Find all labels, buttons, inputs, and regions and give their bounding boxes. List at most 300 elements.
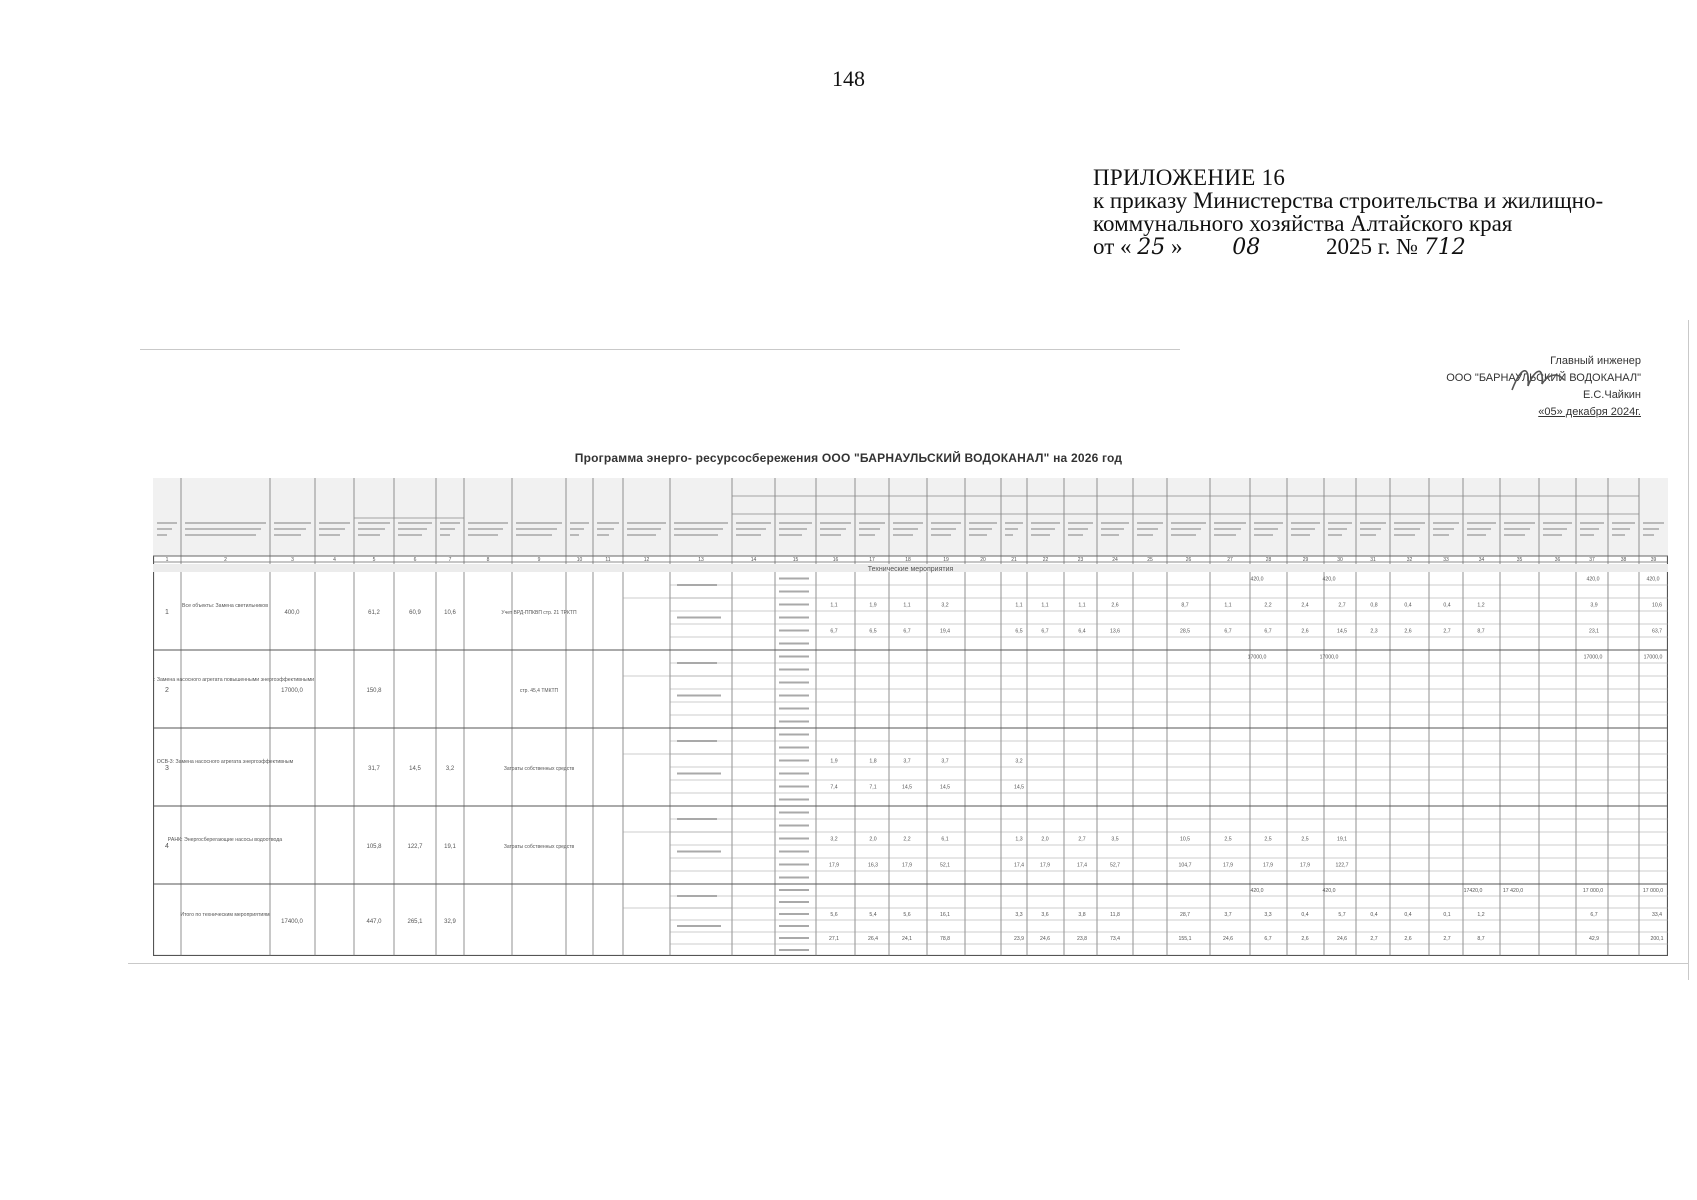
row-econ-value: 265,1 [407, 919, 423, 925]
header-text-blur [820, 528, 846, 530]
row-source: Затраты собственных средств [503, 766, 575, 772]
subrow-label-blur [779, 643, 809, 645]
table-cell-value: 17 420,0 [1502, 888, 1524, 894]
table-cell-value: 6,5 [1015, 628, 1023, 635]
appendix-header [1093, 166, 1603, 259]
subrow-label-blur [779, 604, 809, 606]
subrow-label-blur [779, 734, 809, 736]
table-cell-value: 3,9 [1590, 602, 1598, 609]
table-cell-value: 23,9 [1013, 936, 1025, 942]
table-cell-value: 1,1 [1015, 602, 1023, 609]
header-text-blur [398, 528, 427, 530]
row-source: Учет ВРД-ППКВП стр. 21 ТРКТП [501, 610, 577, 616]
table-cell-value: 78,8 [939, 936, 951, 942]
column-number: 30 [1337, 557, 1343, 563]
header-text-blur [1171, 522, 1206, 524]
header-text-blur [1543, 522, 1572, 524]
table-cell-value: 3,8 [1078, 912, 1086, 918]
column-number: 28 [1265, 557, 1272, 563]
table-cell-value: 6,7 [1041, 628, 1049, 635]
table-cell-value: 3,2 [830, 836, 838, 843]
header-text-blur [859, 522, 885, 524]
table-cell-value: 17,4 [1013, 862, 1025, 869]
header-text-blur [1360, 534, 1376, 536]
table-cell-value: 3,2 [941, 602, 949, 609]
column-number: 25 [1147, 557, 1153, 563]
table-cell-value: 6,7 [1590, 912, 1598, 918]
appendix-line-2: коммунального хозяйства Алтайского края [1093, 211, 1513, 236]
column-number: 3 [291, 557, 294, 563]
header-text-blur [440, 528, 455, 530]
table-cell-value: 17,9 [1039, 862, 1051, 869]
table-cell-value: 2,7 [1338, 602, 1346, 609]
header-text-blur [1137, 528, 1158, 530]
table-cell-value: 24,6 [1222, 936, 1234, 942]
table-cell-value: 7,1 [869, 784, 877, 791]
header-text-blur [1328, 534, 1342, 536]
table-cell-value: 42,9 [1588, 936, 1600, 942]
subrow-label-blur [779, 825, 809, 827]
header-text-blur [1643, 534, 1654, 536]
header-text-blur [516, 522, 562, 524]
page-number: 148 [832, 66, 865, 91]
header-text-blur [468, 534, 498, 536]
table-cell-value: 17,9 [1299, 862, 1311, 869]
header-text-blur [1580, 528, 1599, 530]
table-cell-value: 0,4 [1404, 912, 1412, 918]
table-cell-value: 19,4 [939, 628, 951, 635]
column-number: 15 [792, 557, 799, 563]
table-cell-value: 1,9 [869, 602, 877, 609]
subrow-label-blur [779, 786, 809, 788]
header-text-blur [1214, 522, 1246, 524]
header-text-blur [1543, 528, 1567, 530]
table-cell-value: 2,2 [903, 836, 911, 843]
subrow-label-blur [779, 838, 809, 840]
header-text-blur [1137, 522, 1163, 524]
document-title: Программа энерго- ресурсосбережения ООО "БАРНАУЛЬСКИЙ ВОДОКАНАЛ" на 2026 год [574, 451, 1123, 465]
header-text-blur [1005, 534, 1013, 536]
table-cell-value: 2,7 [1443, 936, 1451, 942]
subrow-label-blur [779, 877, 809, 879]
table-cell-value: 6,7 [1264, 936, 1272, 942]
row-number: 3 [165, 765, 169, 772]
table-cell-value: 26,4 [867, 936, 879, 942]
table-cell-value: 104,7 [1178, 862, 1192, 869]
table-cell-value: 52,7 [1109, 862, 1121, 869]
header-text-blur [1171, 534, 1196, 536]
header-text-blur [157, 528, 172, 530]
header-text-blur [1360, 522, 1386, 524]
table-cell-value: 155,1 [1178, 936, 1192, 942]
header-text-blur [627, 534, 656, 536]
table-cell-value: 3,6 [1041, 912, 1049, 918]
table-cell-value: 2,0 [1041, 836, 1049, 843]
table-cell-value: 17 000,0 [1642, 888, 1664, 894]
column-number: 14 [750, 557, 757, 563]
subrow-label-blur [779, 760, 809, 762]
table-cell-value: 6,7 [830, 628, 838, 635]
header-text-blur [1543, 534, 1562, 536]
table-cell-value: 3,3 [1015, 912, 1023, 918]
date-day: 25 [1137, 235, 1166, 260]
row-number: 2 [165, 687, 169, 694]
table-cell-value: 6,7 [1264, 628, 1272, 635]
row-econ-value: 61,2 [368, 610, 380, 616]
column-number: 13 [698, 557, 704, 563]
program-table [153, 478, 1668, 956]
header-text-blur [674, 534, 718, 536]
table-cell-value: 5,7 [1338, 912, 1346, 918]
header-text-blur [570, 522, 589, 524]
header-text-blur [516, 528, 557, 530]
table-cell-value: 8,7 [1477, 628, 1485, 635]
header-text-blur [597, 534, 609, 536]
subrow-label-blur [779, 630, 809, 632]
header-text-blur [185, 522, 266, 524]
approval-date: «05» декабря 2024г. [1538, 406, 1641, 418]
subrow-label-blur [779, 747, 809, 749]
table-cell-value: 17420,0 [1463, 888, 1483, 894]
table-cell-value: 6,4 [1078, 628, 1086, 635]
header-text-blur [1328, 528, 1347, 530]
column-number: 27 [1227, 557, 1233, 563]
column-number: 1 [165, 557, 169, 563]
row-name: Все объекты: Замена светильников [182, 603, 268, 609]
header-text-blur [570, 534, 579, 536]
header-text-blur [1394, 534, 1415, 536]
column-number: 38 [1620, 557, 1627, 563]
table-cell-value: 1,1 [1078, 602, 1086, 609]
subrow-label-blur [779, 937, 809, 939]
table-cell-value: 420,0 [1250, 576, 1264, 583]
group-label-blur [677, 851, 721, 853]
header-text-blur [736, 528, 766, 530]
header-text-blur [1291, 534, 1310, 536]
column-number: 36 [1554, 557, 1561, 563]
header-text-blur [358, 522, 390, 524]
table-cell-value: 1,9 [830, 758, 838, 765]
row-econ-value: 14,5 [409, 766, 421, 772]
row-name: КНС-10: Замена насосного агрегата повышенными энергоэффективными [153, 677, 315, 683]
table-cell-value: 28,7 [1179, 912, 1191, 918]
header-text-blur [358, 528, 385, 530]
group-label-blur [677, 925, 721, 927]
column-number: 19 [943, 557, 949, 563]
header-text-blur [157, 534, 167, 536]
table-cell-value: 33,4 [1651, 912, 1663, 918]
header-text-blur [1467, 528, 1491, 530]
signature-image [1508, 360, 1568, 396]
header-text-blur [468, 528, 503, 530]
group-label-blur [677, 740, 717, 742]
header-text-blur [1504, 534, 1525, 536]
row-name: ОСВ-3: Замена насосного агрегата энергоэффективным [156, 759, 294, 765]
table-cell-value: 17,4 [1076, 862, 1088, 869]
table-cell-value: 17000,0 [1319, 654, 1339, 661]
table-cell-value: 52,1 [939, 862, 951, 869]
table-cell-value: 5,6 [903, 912, 911, 918]
subrow-label-blur [779, 721, 809, 723]
table-cell-value: 2,6 [1111, 602, 1119, 609]
header-text-blur [736, 534, 761, 536]
scan-artifact-line [1688, 320, 1689, 980]
subrow-label-blur [779, 851, 809, 853]
table-cell-value: 420,0 [1586, 576, 1600, 583]
row-econ-value: 3,2 [445, 766, 455, 772]
subrow-label-blur [779, 617, 809, 619]
header-text-blur [1433, 522, 1459, 524]
header-text-blur [274, 522, 311, 524]
column-number: 7 [448, 557, 452, 563]
table-cell-value: 0,4 [1301, 912, 1309, 918]
header-text-blur [893, 522, 923, 524]
table-cell-value: 16,3 [867, 862, 879, 869]
header-text-blur [1005, 528, 1018, 530]
header-text-blur [1612, 534, 1625, 536]
table-cell-value: 200,1 [1650, 936, 1664, 942]
header-text-blur [1291, 522, 1320, 524]
table-cell-value: 13,6 [1109, 628, 1121, 635]
order-number: 712 [1423, 235, 1466, 260]
row-cost: 17000,0 [281, 688, 303, 694]
table-cell-value: 2,6 [1301, 936, 1309, 942]
header-text-blur [1137, 534, 1153, 536]
table-cell-value: 1,1 [1224, 602, 1232, 609]
table-cell-value: 14,5 [1336, 628, 1348, 635]
header-text-blur [1504, 528, 1530, 530]
table-cell-value: 0,8 [1370, 602, 1378, 609]
table-cell-value: 24,1 [901, 936, 913, 942]
table-cell-value: 420,0 [1646, 576, 1660, 583]
header-text-blur [1504, 522, 1535, 524]
row-econ-value: 32,9 [444, 919, 456, 925]
header-text-blur [1643, 522, 1664, 524]
approval-company: ООО "БАРНАУЛЬСКИЙ ВОДОКАНАЛ" [1446, 372, 1641, 384]
header-text-blur [1005, 522, 1023, 524]
row-econ-value: 31,7 [368, 766, 380, 772]
header-text-blur [820, 534, 841, 536]
table-cell-value: 10,6 [1651, 602, 1663, 609]
column-number: 29 [1302, 557, 1309, 563]
table-cell-value: 2,7 [1443, 628, 1451, 635]
header-text-blur [931, 534, 951, 536]
table-cell-value: 1,2 [1477, 912, 1485, 918]
header-text-blur [440, 534, 450, 536]
header-text-blur [1254, 522, 1283, 524]
header-text-blur [274, 528, 306, 530]
group-label-blur [677, 617, 721, 619]
header-text-blur [1328, 522, 1352, 524]
column-number: 23 [1077, 557, 1084, 563]
table-cell-value: 24,6 [1039, 936, 1051, 942]
subrow-label-blur [779, 708, 809, 710]
header-text-blur [1433, 534, 1449, 536]
table-grid [153, 478, 1668, 956]
header-text-blur [779, 528, 807, 530]
header-text-blur [1291, 528, 1315, 530]
row-name: РАНК: Энергосберегающие насосы водоотвода [167, 837, 283, 843]
header-text-blur [1643, 528, 1659, 530]
row-source: Затраты собственных средств [503, 844, 575, 850]
column-number: 11 [605, 557, 611, 563]
header-text-blur [319, 522, 350, 524]
column-number: 32 [1406, 557, 1413, 563]
header-text-blur [1031, 528, 1055, 530]
table-cell-value: 24,6 [1336, 936, 1348, 942]
column-number: 24 [1112, 557, 1118, 563]
scan-artifact-line [140, 349, 1180, 350]
table-cell-value: 0,1 [1443, 912, 1451, 918]
row-econ-value: 10,6 [444, 610, 456, 616]
table-cell-value: 23,1 [1588, 628, 1600, 635]
header-text-blur [319, 534, 340, 536]
table-cell-value: 1,1 [1041, 602, 1049, 609]
group-label-blur [677, 584, 717, 586]
column-number: 22 [1042, 557, 1049, 563]
column-number: 37 [1589, 557, 1595, 563]
subrow-label-blur [779, 925, 809, 927]
header-text-blur [1580, 534, 1594, 536]
approval-name: Е.С.Чайкин [1582, 389, 1641, 401]
header-text-blur [440, 522, 460, 524]
table-cell-value: 0,4 [1443, 602, 1451, 609]
subrow-label-blur [779, 773, 809, 775]
table-cell-value: 5,4 [869, 912, 877, 918]
header-text-blur [1214, 534, 1236, 536]
table-cell-value: 11,8 [1110, 912, 1120, 918]
table-cell-value: 420,0 [1250, 888, 1264, 894]
table-cell-value: 14,5 [939, 784, 951, 791]
header-text-blur [1171, 528, 1201, 530]
table-cell-value: 73,4 [1109, 936, 1121, 942]
subrow-label-blur [779, 889, 809, 891]
subrow-label-blur [779, 799, 809, 801]
column-number: 9 [537, 557, 541, 563]
header-text-blur [931, 528, 956, 530]
date-year: 2025 г. № [1326, 234, 1419, 259]
column-number: 2 [224, 557, 227, 563]
header-text-blur [820, 522, 851, 524]
header-text-blur [1214, 528, 1241, 530]
table-cell-value: 17000,0 [1583, 654, 1603, 661]
table-cell-value: 2,5 [1264, 836, 1272, 843]
table-cell-value: 1,8 [869, 758, 877, 765]
subrow-label-blur [779, 913, 809, 915]
column-number: 26 [1185, 557, 1192, 563]
header-text-blur [1580, 522, 1604, 524]
header-text-blur [1360, 528, 1381, 530]
column-number: 31 [1370, 557, 1376, 563]
table-header-background [153, 478, 1668, 556]
header-text-blur [1394, 528, 1420, 530]
table-cell-value: 2,3 [1370, 628, 1378, 635]
table-cell-value: 6,5 [869, 628, 877, 635]
subrow-label-blur [779, 578, 809, 580]
header-text-blur [893, 534, 913, 536]
header-text-blur [185, 534, 256, 536]
header-text-blur [1433, 528, 1454, 530]
row-econ-value: 105,8 [366, 844, 382, 850]
row-econ-value: 447,0 [366, 919, 382, 925]
header-text-blur [157, 522, 177, 524]
row-econ-value: 122,7 [407, 844, 423, 850]
group-label-blur [677, 818, 717, 820]
row-econ-value: 19,1 [444, 844, 456, 850]
table-cell-value: 2,0 [869, 836, 877, 843]
row-source: стр. 45,4 ТМКТП [519, 688, 559, 694]
table-cell-value: 28,5 [1179, 628, 1191, 635]
table-cell-value: 8,7 [1477, 936, 1485, 942]
column-number: 6 [413, 557, 417, 563]
header-text-blur [1101, 522, 1129, 524]
header-text-blur [1467, 522, 1496, 524]
header-text-blur [358, 534, 380, 536]
header-text-blur [319, 528, 345, 530]
header-text-blur [468, 522, 508, 524]
header-text-blur [274, 534, 301, 536]
table-cell-value: 6,7 [903, 628, 911, 635]
table-cell-value: 17,9 [828, 862, 840, 869]
table-cell-value: 6,1 [941, 836, 949, 843]
header-text-blur [736, 522, 771, 524]
table-cell-value: 16,1 [939, 912, 951, 918]
header-text-blur [570, 528, 584, 530]
table-cell-value: 0,4 [1404, 602, 1412, 609]
table-cell-value: 2,2 [1264, 602, 1272, 609]
subrow-label-blur [779, 695, 809, 697]
table-cell-value: 420,0 [1322, 576, 1336, 583]
table-cell-value: 17,9 [901, 862, 913, 869]
table-cell-value: 3,3 [1264, 912, 1272, 918]
column-number: 39 [1650, 557, 1657, 563]
subrow-label-blur [779, 949, 809, 951]
column-number: 35 [1516, 557, 1523, 563]
group-label-blur [677, 895, 717, 897]
header-text-blur [398, 534, 422, 536]
table-cell-value: 122,7 [1335, 862, 1349, 869]
header-text-blur [1068, 528, 1088, 530]
group-label-blur [677, 695, 721, 697]
table-cell-value: 17000,0 [1643, 654, 1663, 661]
table-cell-value: 3,5 [1111, 836, 1119, 843]
row-number: 4 [165, 843, 169, 850]
group-label-blur [677, 773, 721, 775]
header-text-blur [779, 522, 812, 524]
table-cell-value: 2,6 [1404, 936, 1412, 942]
column-number: 21 [1011, 557, 1017, 563]
scan-artifact-line [128, 963, 1688, 964]
column-number: 10 [576, 557, 583, 563]
appendix-date-line [1093, 235, 1603, 259]
table-cell-value: 1,3 [1015, 836, 1023, 843]
column-number: 5 [372, 557, 376, 563]
header-text-blur [893, 528, 918, 530]
table-cell-value: 14,5 [901, 784, 913, 791]
header-text-blur [627, 528, 661, 530]
table-cell-value: 19,1 [1336, 836, 1348, 843]
table-cell-value: 7,4 [830, 784, 838, 791]
table-cell-value: 1,1 [830, 602, 838, 609]
header-text-blur [1031, 522, 1060, 524]
table-cell-value: 2,6 [1404, 628, 1412, 635]
header-text-blur [398, 522, 432, 524]
row-econ-value: 150,8 [366, 688, 382, 694]
table-cell-value: 420,0 [1322, 888, 1336, 894]
header-text-blur [969, 534, 987, 536]
table-cell-value: 3,7 [903, 758, 911, 765]
approval-role: Главный инженер [1550, 355, 1641, 367]
